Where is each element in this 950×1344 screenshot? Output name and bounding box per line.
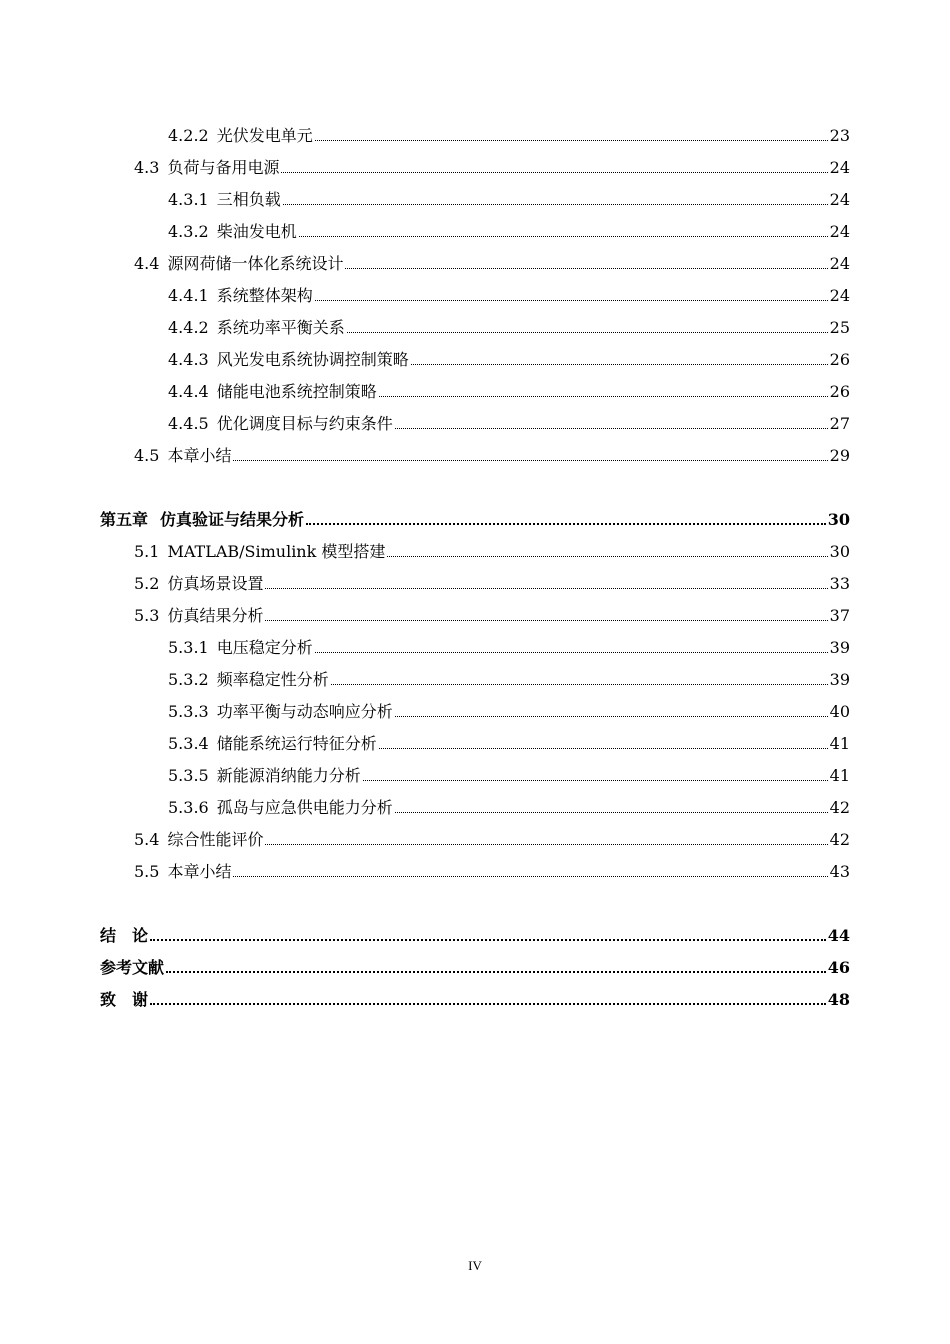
toc-dot-leader: [331, 684, 828, 685]
toc-entry-number: 4.3.2: [168, 222, 209, 241]
toc-entry-title: 优化调度目标与约束条件: [216, 414, 393, 433]
toc-dot-leader: [395, 716, 828, 717]
toc-entry-number: 4.4.4: [168, 382, 209, 401]
toc-dot-leader: [395, 812, 828, 813]
toc-entry[interactable]: [168, 666, 850, 690]
toc-entry-number: 4.3.1: [168, 190, 209, 209]
toc-entry-page: 26: [829, 382, 850, 401]
toc-entry-number: 5.3.2: [168, 670, 209, 689]
toc-entry-page: 24: [829, 222, 850, 241]
toc-entry[interactable]: [168, 378, 850, 402]
toc-dot-leader: [315, 652, 828, 653]
toc-dot-leader: [265, 588, 827, 589]
toc-dot-leader: [387, 556, 827, 557]
toc-dot-leader: [166, 971, 826, 973]
toc-entry-title: 致 谢: [100, 990, 149, 1009]
toc-entry-page: 42: [829, 830, 850, 849]
toc-entry-page: 23: [829, 126, 850, 145]
toc-dot-leader: [379, 748, 828, 749]
page-number: IV: [468, 1258, 482, 1273]
toc-entry[interactable]: [134, 538, 850, 562]
toc-entry-page: 39: [829, 670, 850, 689]
toc-entry-title: 孤岛与应急供电能力分析: [216, 798, 393, 817]
toc-entry-title: 参考文献: [100, 958, 165, 977]
toc-entry-number: 4.4.5: [168, 414, 209, 433]
toc-dot-leader: [315, 140, 828, 141]
toc-entry-title: 源网荷储一体化系统设计: [167, 254, 344, 273]
toc-entry-page: 24: [829, 190, 850, 209]
toc-dot-leader: [345, 268, 827, 269]
toc-entry-title: 本章小结: [167, 862, 232, 881]
toc-entry-title: 仿真结果分析: [167, 606, 264, 625]
toc-entry[interactable]: [100, 506, 850, 530]
toc-entry[interactable]: [134, 602, 850, 626]
toc-entry-title: 负荷与备用电源: [167, 158, 280, 177]
toc-entry-title: 综合性能评价: [167, 830, 264, 849]
toc-entry[interactable]: [100, 986, 850, 1010]
toc-entry-number: 5.3: [134, 606, 160, 625]
toc-entry-page: 41: [829, 766, 850, 785]
toc-entry-page: 30: [829, 542, 850, 561]
toc-entry-number: 5.3.3: [168, 702, 209, 721]
toc-dot-leader: [315, 300, 828, 301]
toc-entry-page: 46: [827, 958, 850, 977]
toc-entry-page: 30: [827, 510, 850, 529]
toc-dot-leader: [395, 428, 828, 429]
toc-entry[interactable]: [168, 314, 850, 338]
toc-entry-page: 39: [829, 638, 850, 657]
toc-entry-title: 三相负载: [216, 190, 281, 209]
toc-entry-title: 功率平衡与动态响应分析: [216, 702, 393, 721]
toc-entry[interactable]: [134, 154, 850, 178]
toc-entry-page: 40: [829, 702, 850, 721]
toc-entry-number: 5.3.6: [168, 798, 209, 817]
toc-entry-page: 37: [829, 606, 850, 625]
toc-entry[interactable]: [168, 730, 850, 754]
toc-entry-number: 5.3.5: [168, 766, 209, 785]
toc-entry-title: 储能电池系统控制策略: [216, 382, 377, 401]
toc-entry[interactable]: [134, 570, 850, 594]
toc-entry-page: 48: [827, 990, 850, 1009]
toc-entry-number: 4.4: [134, 254, 160, 273]
toc-entry[interactable]: [134, 858, 850, 882]
toc-dot-leader: [281, 172, 827, 173]
toc-entry-title: MATLAB/Simulink 模型搭建: [167, 542, 386, 561]
toc-entry-title: 系统功率平衡关系: [216, 318, 345, 337]
toc-entry[interactable]: [168, 186, 850, 210]
toc-entry-page: 42: [829, 798, 850, 817]
toc-entry[interactable]: [168, 698, 850, 722]
toc-entry[interactable]: [100, 954, 850, 978]
toc-entry-page: 25: [829, 318, 850, 337]
toc-entry-number: 4.4.3: [168, 350, 209, 369]
toc-dot-leader: [306, 523, 826, 525]
toc-entry[interactable]: [168, 282, 850, 306]
toc-entry-page: 24: [829, 158, 850, 177]
toc-entry-title: 结 论: [100, 926, 149, 945]
toc-dot-leader: [363, 780, 828, 781]
toc-entry-number: 4.2.2: [168, 126, 209, 145]
toc-entry-title: 光伏发电单元: [216, 126, 313, 145]
toc-entry-page: 43: [829, 862, 850, 881]
toc-dot-leader: [233, 876, 827, 877]
toc-entry[interactable]: [134, 250, 850, 274]
toc-entry-title: 系统整体架构: [216, 286, 313, 305]
toc-entry-number: 5.3.4: [168, 734, 209, 753]
toc-entry-page: 27: [829, 414, 850, 433]
toc-entry[interactable]: [168, 794, 850, 818]
toc-entry-title: 仿真验证与结果分析: [160, 510, 305, 529]
toc-entry-number: 4.5: [134, 446, 160, 465]
toc-entry-title: 风光发电系统协调控制策略: [216, 350, 409, 369]
toc-entry-number: 第五章: [100, 510, 149, 529]
toc-entry-title: 本章小结: [167, 446, 232, 465]
toc-entry-page: 33: [829, 574, 850, 593]
toc-entry-number: 4.3: [134, 158, 160, 177]
toc-dot-leader: [265, 620, 827, 621]
toc-entry[interactable]: [168, 762, 850, 786]
toc-entry-number: 4.4.2: [168, 318, 209, 337]
toc-entry[interactable]: [168, 410, 850, 434]
toc-entry[interactable]: [100, 922, 850, 946]
toc-entry-number: 5.1: [134, 542, 160, 561]
toc-entry-title: 电压稳定分析: [216, 638, 313, 657]
toc-dot-leader: [299, 236, 828, 237]
toc-entry[interactable]: [168, 346, 850, 370]
toc-entry-page: 44: [827, 926, 850, 945]
toc-dot-leader: [150, 939, 826, 941]
toc-entry-page: 24: [829, 286, 850, 305]
toc-entry[interactable]: [134, 826, 850, 850]
toc-dot-leader: [283, 204, 828, 205]
toc-entry-title: 柴油发电机: [216, 222, 297, 241]
toc-entry[interactable]: [168, 634, 850, 658]
toc-entry-title: 仿真场景设置: [167, 574, 264, 593]
toc-dot-leader: [233, 460, 827, 461]
toc-dot-leader: [150, 1003, 826, 1005]
toc-entry-title: 储能系统运行特征分析: [216, 734, 377, 753]
toc-entry-page: 24: [829, 254, 850, 273]
toc-dot-leader: [347, 332, 828, 333]
toc-entry-number: 4.4.1: [168, 286, 209, 305]
toc-dot-leader: [265, 844, 827, 845]
toc-entry[interactable]: [168, 218, 850, 242]
toc-entry-page: 26: [829, 350, 850, 369]
toc-entry-number: 5.5: [134, 862, 160, 881]
toc-entry-title: 新能源消纳能力分析: [216, 766, 361, 785]
toc-entry[interactable]: [168, 122, 850, 146]
toc-entry-page: 29: [829, 446, 850, 465]
toc-entry[interactable]: [134, 442, 850, 466]
toc-entry-number: 5.4: [134, 830, 160, 849]
toc-dot-leader: [411, 364, 828, 365]
toc-entry-number: 5.2: [134, 574, 160, 593]
toc-entry-number: 5.3.1: [168, 638, 209, 657]
toc-entry-page: 41: [829, 734, 850, 753]
toc-dot-leader: [379, 396, 828, 397]
toc-entry-title: 频率稳定性分析: [216, 670, 329, 689]
